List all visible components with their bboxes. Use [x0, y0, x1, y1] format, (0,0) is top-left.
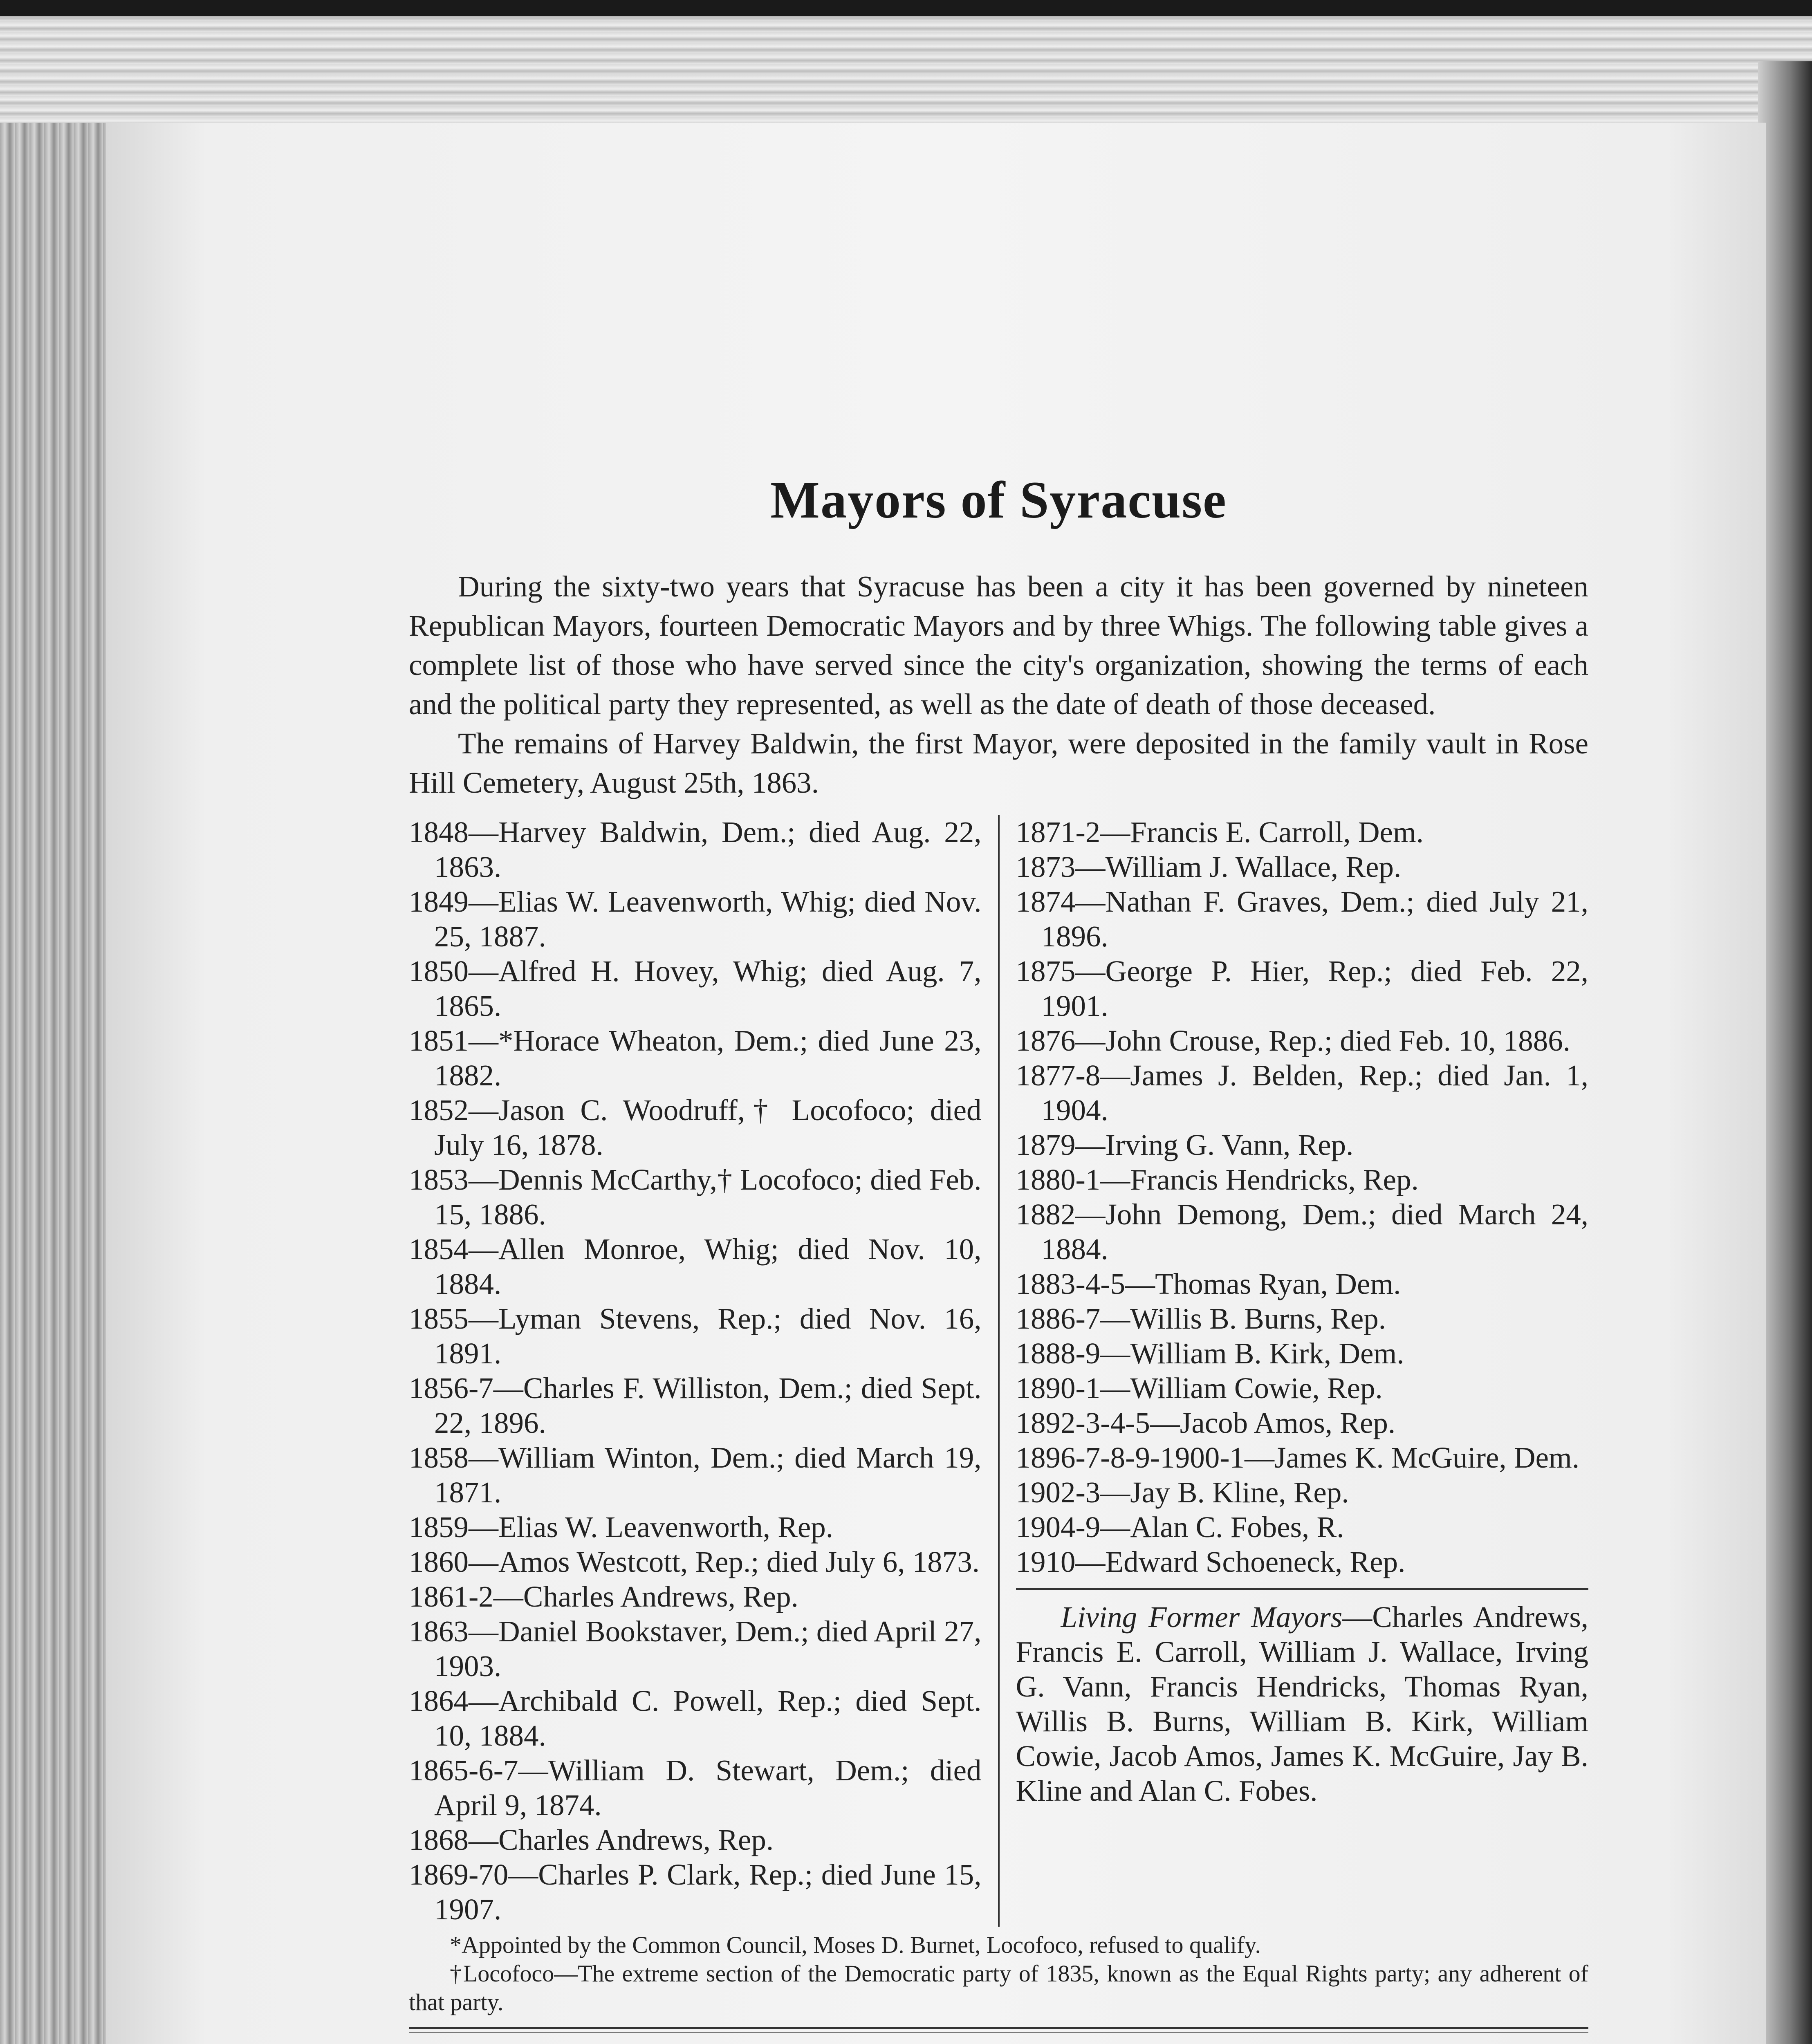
mayor-entry: 1865-6-7—William D. Stewart, Dem.; died April 9, 1874. [409, 1754, 982, 1822]
living-former-mayors [1016, 1588, 1589, 1808]
mayor-entry: 1875—George P. Hier, Rep.; died Feb. 22, 1901. [1016, 955, 1588, 1022]
footnote-appointed: *Appointed by the Common Council, Moses D. Burnet, Locofoco, refused to qualify. [450, 1932, 1261, 1958]
page-title: Mayors of Syracuse [770, 471, 1227, 529]
mayor-entry: 1858—William Winton, Dem.; died March 19, 1871. [409, 1441, 982, 1509]
mayor-entry: 1904-9—Alan C. Fobes, R. [1016, 1511, 1344, 1544]
mayor-entry: 1874—Nathan F. Graves, Dem.; died July 21, 1896. [1016, 885, 1588, 953]
footnotes [409, 1931, 1588, 2017]
mayor-entry: 1848—Harvey Baldwin, Dem.; died Aug. 22, 1863. [409, 816, 982, 883]
mayor-entry: 1852—Jason C. Woodruff,† Locofoco; died July 16, 1878. [409, 1094, 982, 1161]
book-top-edge [0, 0, 1812, 135]
mayor-entry: 1854—Allen Monroe, Whig; died Nov. 10, 1884. [409, 1233, 982, 1300]
mayor-entry: 1869-70—Charles P. Clark, Rep.; died June 15, 1907. [409, 1858, 982, 1926]
mayor-entry: 1886-7—Willis B. Burns, Rep. [1016, 1302, 1386, 1335]
mayor-entry: 1910—Edward Schoeneck, Rep. [1016, 1545, 1406, 1578]
mayor-entry: 1888-9—William B. Kirk, Dem. [1016, 1337, 1404, 1370]
mayor-entry: 1850—Alfred H. Hovey, Whig; died Aug. 7, 1865. [409, 955, 982, 1022]
mayor-entry: 1879—Irving G. Vann, Rep. [1016, 1128, 1354, 1161]
mayor-entry: 1863—Daniel Bookstaver, Dem.; died April 27, 1903. [409, 1615, 982, 1683]
mayor-column-left [409, 815, 1000, 1927]
mayor-entry: 1896-7-8-9-1900-1—James K. McGuire, Dem. [1016, 1441, 1580, 1474]
double-rule-divider [409, 2027, 1588, 2033]
mayor-entry: 1902-3—Jay B. Kline, Rep. [1016, 1476, 1349, 1509]
mayor-entry: 1880-1—Francis Hendricks, Rep. [1016, 1163, 1419, 1196]
mayor-column-right [1000, 815, 1589, 1927]
mayor-entry: 1890-1—William Cowie, Rep. [1016, 1372, 1383, 1405]
mayor-entry: 1861-2—Charles Andrews, Rep. [409, 1580, 798, 1613]
mayor-entry: 1856-7—Charles F. Williston, Dem.; died Sept. 22, 1896. [409, 1372, 982, 1439]
mayor-entry: 1892-3-4-5—Jacob Amos, Rep. [1016, 1406, 1396, 1439]
mayor-entry: 1871-2—Francis E. Carroll, Dem. [1016, 816, 1424, 849]
mayor-entry: 1851—*Horace Wheaton, Dem.; died June 23, 1882. [409, 1024, 982, 1092]
intro-paragraph-2: The remains of Harvey Baldwin, the first Mayor, were deposited in the family vault in Rose Hill Cemetery, August 25th, 1863. [409, 727, 1588, 799]
mayor-entry: 1855—Lyman Stevens, Rep.; died Nov. 16, 1891. [409, 1302, 982, 1370]
mayor-entry: 1859—Elias W. Leavenworth, Rep. [409, 1511, 834, 1544]
mayor-entry: 1864—Archibald C. Powell, Rep.; died Sept. 10, 1884. [409, 1684, 982, 1752]
mayor-list [409, 815, 1588, 1927]
mayor-entry: 1868—Charles Andrews, Rep. [409, 1823, 774, 1856]
living-label: Living Former Mayors [1061, 1600, 1343, 1634]
intro-text [409, 567, 1588, 802]
mayor-entry: 1873—William J. Wallace, Rep. [1016, 850, 1402, 883]
mayor-entry: 1853—Dennis McCarthy,† Locofoco; died Feb. 15, 1886. [409, 1163, 982, 1231]
book-top-shadow [0, 0, 1812, 16]
mayor-entry: 1849—Elias W. Leavenworth, Whig; died Nov. 25, 1887. [409, 885, 982, 953]
book-page-stack [0, 123, 123, 2044]
living-list: —Charles Andrews, Francis E. Carroll, William J. Wallace, Irving G. Vann, Francis Hendricks, Thomas Ryan, Willis B. Burns, William B. Kirk, William Cowie, Jacob Amos, James K. McGuire, Jay B. Kline and Alan C. Fobes. [1016, 1600, 1588, 1807]
footnote-locofoco: †Locofoco—The extreme section of the Democratic party of 1835, known as the Equal Rights party; any adherent of that party. [409, 1960, 1588, 2015]
mayor-entry: 1883-4-5—Thomas Ryan, Dem. [1016, 1267, 1401, 1300]
mayor-entry: 1860—Amos Westcott, Rep.; died July 6, 1873. [409, 1545, 980, 1578]
mayor-entry: 1877-8—James J. Belden, Rep.; died Jan. 1, 1904. [1016, 1059, 1588, 1127]
intro-paragraph-1: During the sixty-two years that Syracuse has been a city it has been governed by nineteen Republican Mayors, fourteen Democratic Mayors and by three Whigs. The following table gives a complete list of those who have served since the city's organization, showing the terms of each and the political party they represented, as well as the date of death of those deceased. [409, 570, 1588, 721]
page-content [409, 470, 1588, 2044]
mayor-entry: 1882—John Demong, Dem.; died March 24, 1884. [1016, 1198, 1588, 1266]
mayor-entry: 1876—John Crouse, Rep.; died Feb. 10, 1886. [1016, 1024, 1571, 1057]
